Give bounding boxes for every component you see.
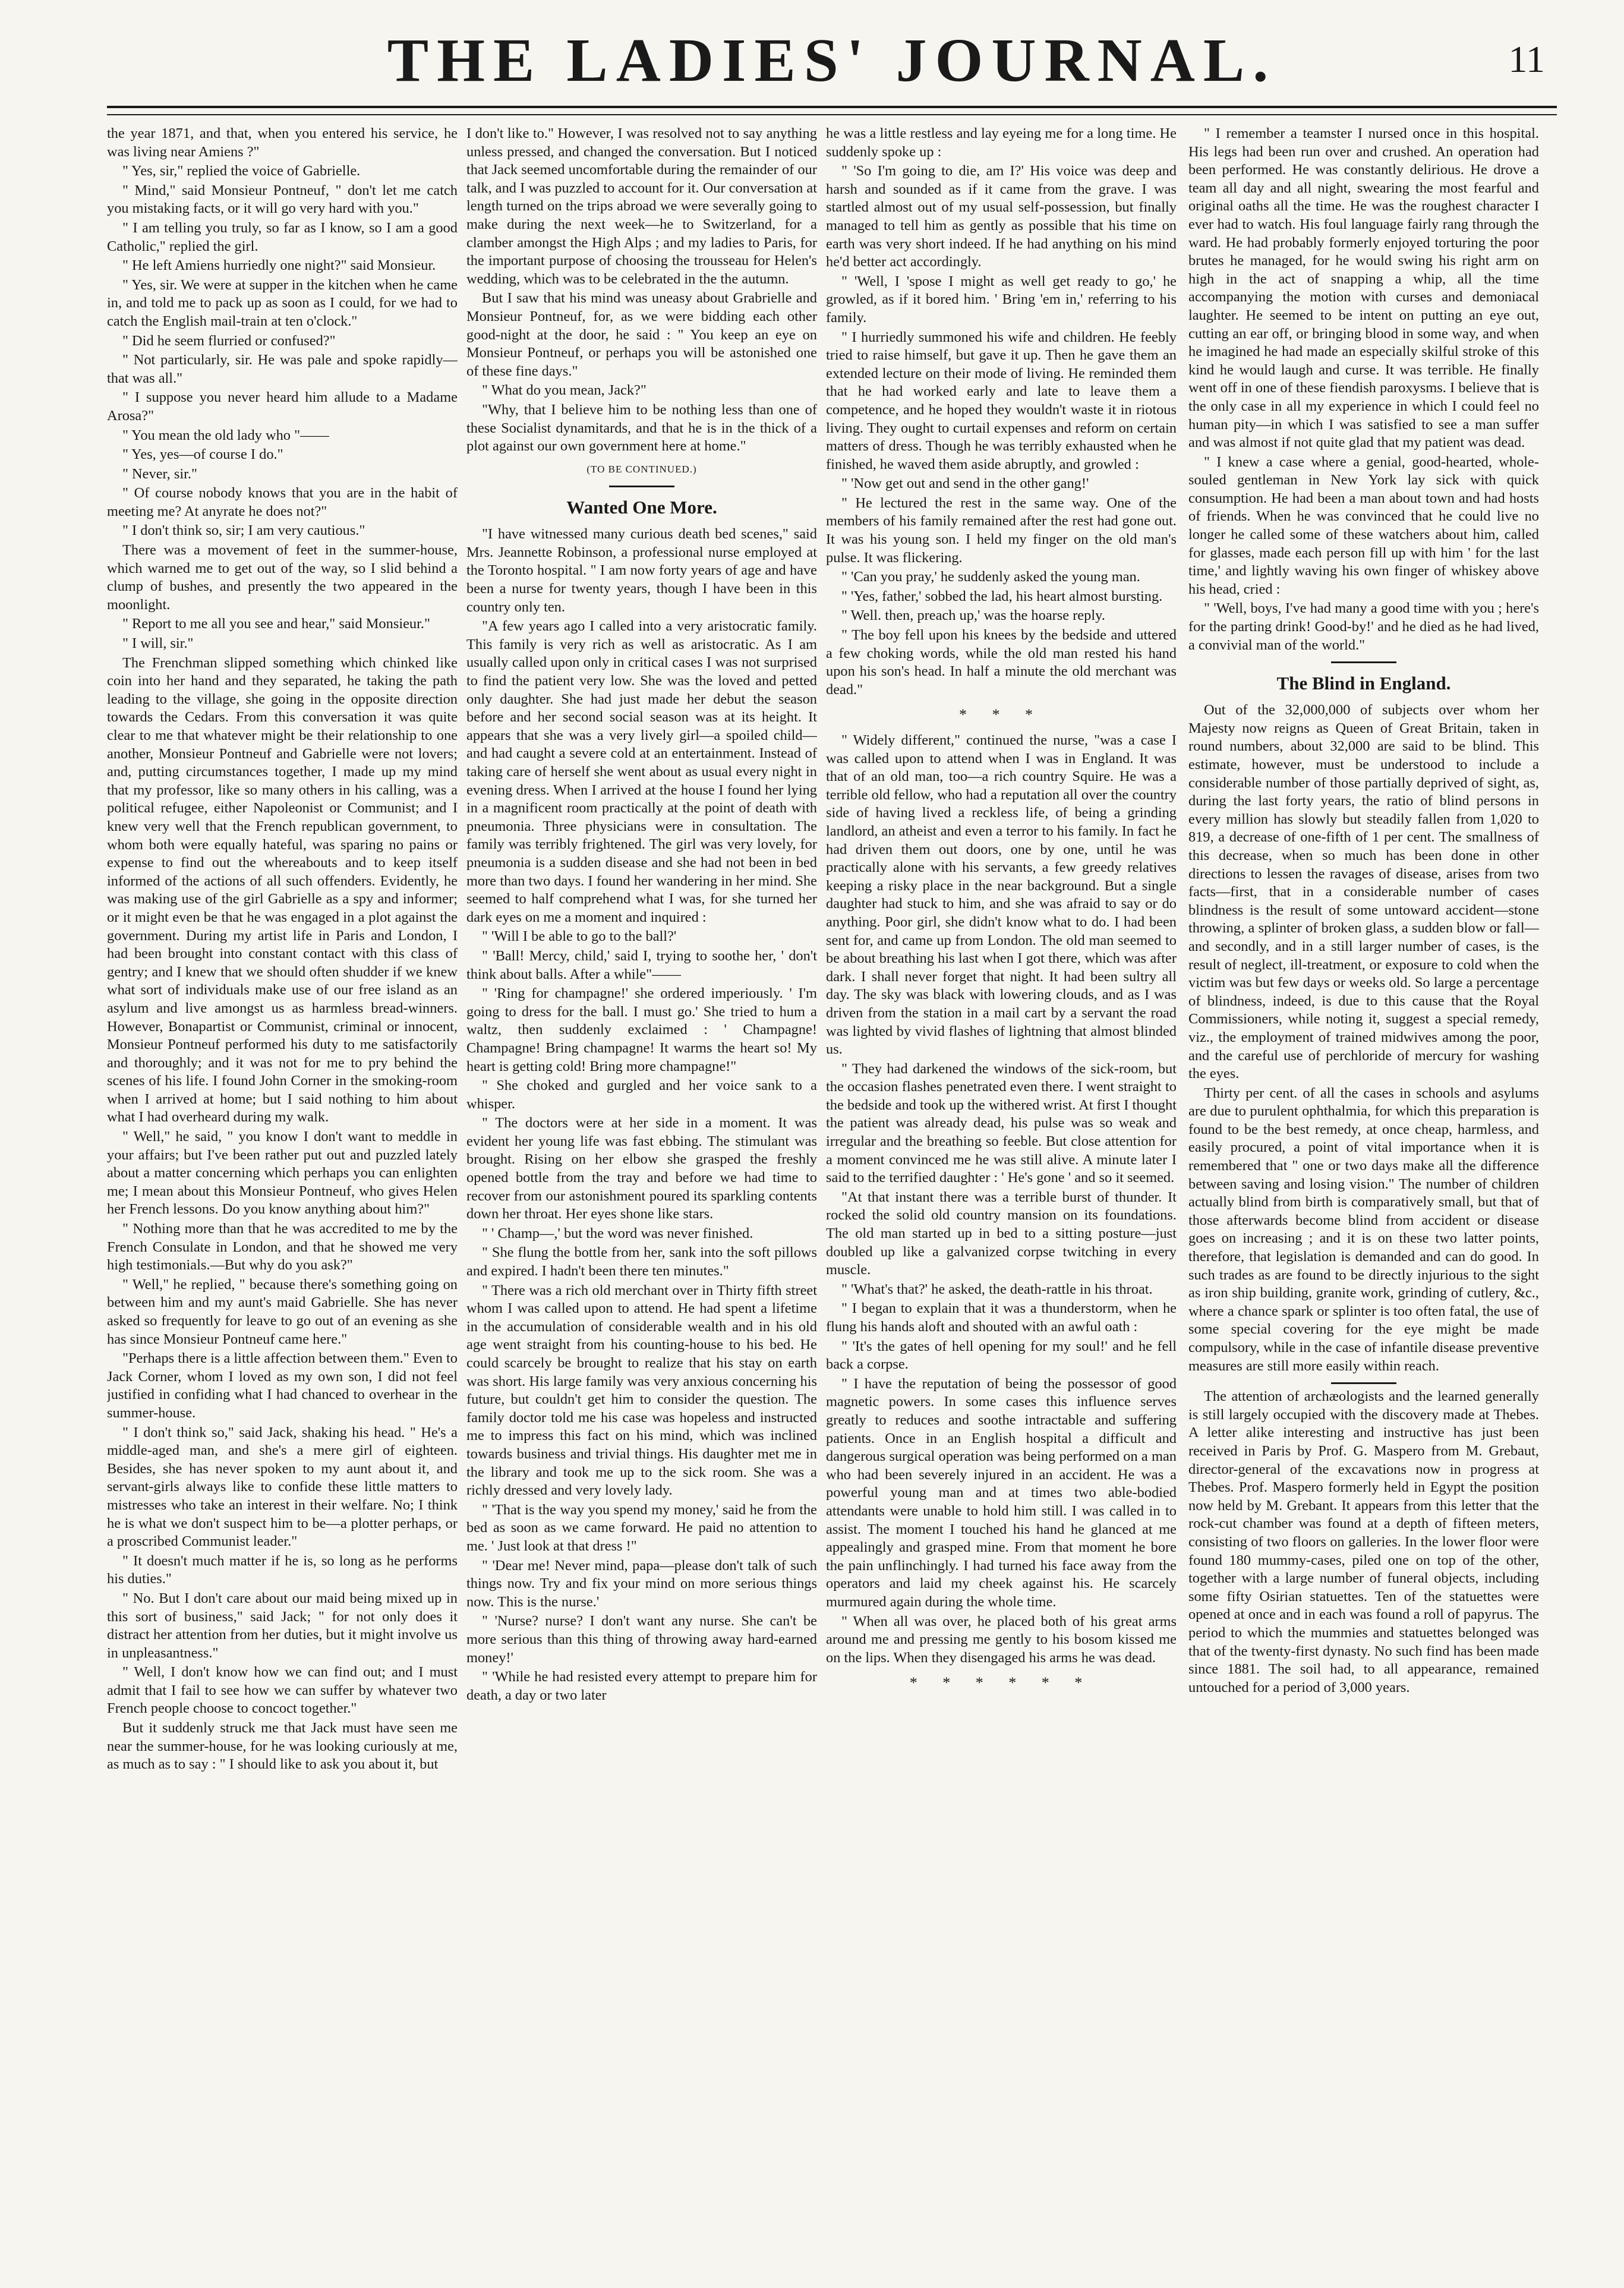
paragraph: " 'Ring for champagne!' she ordered imperiously. ' I'm going to dress for the ball. I must go.' She tried to hum a waltz, then suddenly exclaimed : ' Champagne! Champagne! Bring champagne! It warms the heart so! My heart is getting cold! Bring more champagne!" [466, 985, 817, 1074]
paragraph: The Frenchman slipped something which chinked like coin into her hand and they separated, he taking the path leading to the village, she going in the opposite direction towards the Cedars. From this conversation it was quite clear to me that whatever might be their relationship to one another, Monsieur Pontneuf and Gabrielle were not lovers; and, putting circumstances together, I made up my mind that my professor, like so many others in his calling, was a political refugee, either Napoleonist or Communist; and I knew very well that the French republican government, to whom both were equally hateful, was sparing no pains or expense to find out the whereabouts and to keep itself informed of the actions of all such offenders. Evidently, he was making use of the girl Gabrielle as a spy and informer; or it might even be that he was engaged in a plot against the government. During my artist life in Paris and London, I had been brought into constant contact with this class of gentry; and I knew that we should often shudder if we knew what sort of individuals make use of our free island as an asylum and live amongst us as harmless bread-winners. However, Bonapartist or Communist, criminal or innocent, Monsieur Pontneuf performed his duty to me satisfactorily and thoroughly; and it was not for me to pry behind the scenes of his life. I found John Corner in the smoking-room when I arrived at home; but I said nothing to him about what I had overheard during my walk. [107, 654, 458, 1126]
paragraph: " Well, I don't know how we can find out; and I must admit that I fail to see how we can suffer by whatever two French people choose to concoct together." [107, 1664, 458, 1717]
paragraph: "At that instant there was a terrible burst of thunder. It rocked the solid old country mansion on its foundations. The old man started up in bed to a sitting posture—just doubled up like a galvanized corpse twitching in every muscle. [826, 1189, 1177, 1278]
paragraph: "A few years ago I called into a very aristocratic family. This family is very rich as well as aristocratic. As I am usually called upon only in critical cases I was not surprised to find the patient very low. She was the loved and petted only daughter. She had just made her debut the season before and her second social season was at its height. It appears that she was a very lively girl—a spoiled child—and had caught a severe cold at an entertainment. Instead of taking care of herself she went about as usual every night in evening dress. When I arrived at the house I found her lying in a magnificent room practically at the point of death with pneumonia. Three physicians were in consultation. The family was terribly frightened. The girl was very lovely, for pneumonia is a sudden disease and she had not been in bed more than two days. I found her wandering in her mind. She seemed to half comprehend what I was, for she turned her dark eyes on me a moment and inquired : [466, 618, 817, 925]
section-break: * * * * * * [909, 1674, 1093, 1692]
paragraph: " Not particularly, sir. He was pale and spoke rapidly—that was all." [107, 352, 458, 386]
paragraph: " 'So I'm going to die, am I?' His voice was deep and harsh and sounded as if it came from the grave. I was startled almost out of my usual self-possession, but finally managed to tell him as gently as possible that his time on earth was very short indeed. If he had anything on his mind he'd better act accordingly. [826, 163, 1177, 270]
paragraph: " 'What's that?' he asked, the death-rattle in his throat. [841, 1281, 1153, 1297]
paragraph: " Well," he said, " you know I don't want to meddle in your affairs; but I've been rather put out and puzzled lately about a matter concerning which perhaps you can enlighten me; I mean about this Monsieur Pontneuf, who gives Helen her French lessons. Do you know anything about him?" [107, 1129, 458, 1218]
column-3 [826, 125, 1177, 2264]
paragraph: " They had darkened the windows of the sick-room, but the occasion flashes penetrated even there. I went straight to the bedside and took up the withered wrist. At first I thought the patient was already dead, his pulse was so weak and irregular and the breathing so feeble. But close attention for a moment convinced me he was still alive. A minute later I said to the terrified daughter : ' He's gone ' and so it seemed. [826, 1060, 1177, 1186]
paragraph: But it suddenly struck me that Jack must have seen me near the summer-house, for he was looking curiously at me, as much as to say : " I should like to ask you about it, but [107, 1720, 458, 1773]
paragraph: " Mind," said Monsieur Pontneuf, " don't let me catch you mistaking facts, or it will go very hard with you." [107, 182, 458, 217]
paragraph: " When all was over, he placed both of his great arms around me and pressing me gently to his bosom kissed me on the lips. When they disengaged his arms he was dead. [826, 1613, 1177, 1666]
paragraph: " He left Amiens hurriedly one night?" said Monsieur. [122, 257, 436, 274]
journal-title: THE LADIES' JOURNAL. [387, 26, 1277, 94]
paragraph: Out of the 32,000,000 of subjects over whom her Majesty now reigns as Queen of Great Britain, taken in round numbers, about 32,000 are said to be blind. This estimate, however, must be understood to include a considerable number of those partially deprived of sight, as, during the last forty years, the ratio of blind persons in every million has slowly but steadily fallen from 1,020 to 819, a decrease of one-fifth of 1 per cent. The smallness of this decrease, when so much has been done in other directions to lessen the ravages of disease, arises from two facts—first, that in a considerable number of cases blindness is the result of some untoward accident—stone throwing, a splinter of broken glass, a sudden blow or fall—and secondly, and in a still larger number of cases, is the result of neglect, ill-treatment, or exposure to cold when the victim was but few days or weeks old. So large a percentage of blindness, indeed, is due to this cause that the Royal Commissioners, while noting it, suggest a special remedy, viz., the employment of trained midwives among the poor, and the careful use of perchloride of mercury for washing the eyes. [1188, 702, 1539, 1082]
paragraph: " 'That is the way you spend my money,' said he from the bed as soon as we came forward. He paid no attention to me. ' Just look at that dress !" [466, 1501, 817, 1554]
masthead [107, 18, 1557, 119]
article-title: The Blind in England. [1276, 673, 1451, 694]
paragraph: " She flung the bottle from her, sank into the soft pillows and expired. I hadn't been there ten minutes." [466, 1244, 817, 1279]
paragraph: There was a movement of feet in the summer-house, which warned me to get out of the way, so I slid behind a clump of bushes, and presently the two appeared in the moonlight. [107, 542, 458, 613]
paragraph: " 'Well, I 'spose I might as well get ready to go,' he growled, as if it bored him. ' Bring 'em in,' referring to his family. [826, 273, 1177, 326]
paragraph: " 'Nurse? nurse? I don't want any nurse. She can't be more serious than this thing of throwing away hard-earned money!' [466, 1613, 817, 1666]
paragraph: The attention of archæologists and the learned generally is still largely occupied with the discovery made at Thebes. A letter alike interesting and instructive has just been received in Paris by Prof. G. Maspero from M. Grebaut, director-general of the excavations now in progress at Thebes. Prof. Maspero formerly held in Egypt the position now held by M. Grebant. It appears from this letter that the rock-cut chamber was found at a depth of fifteen meters, consisting of two floors on galleries. In the lower floor were found 180 mummy-cases, piled one on top of the other, together with a large number of funeral objects, including some fifty Osirian statuettes. Ten of the statuettes were opened at once and in each was found a roll of papyrus. The period to which the mummies and statuettes belonged was that of the twenty-first dynasty. No such find has been made since 1881. The soil had, to all appearance, remained untouched for a period of 3,000 years. [1188, 1388, 1539, 1695]
paragraph: " The boy fell upon his knees by the bedside and uttered a few choking words, while the old man rested his hand upon his son's head. In half a minute the old merchant was dead." [826, 627, 1177, 698]
continued-note: (TO BE CONTINUED.) [586, 463, 697, 475]
paragraph: " Report to me all you see and hear," said Monsieur." [122, 616, 430, 632]
paragraph: " ' Champ—,' but the word was never finished. [482, 1225, 753, 1241]
paragraph: " There was a rich old merchant over in Thirty fifth street whom I was called upon to attend. He had spent a lifetime in the accumulation of considerable wealth and in his old age went straight from his counting-house to his bed. He could scarcely be brought to realize that his stay on earth was short. His large family was very anxious concerning his future, but couldn't get him to consider the question. The family doctor told me his case was hopeless and instructed me to impress this fact on his mind, which was inclined towards business and trivial things. His daughter met me in the library and took me up to the sick room. She was a richly dressed and very lovely lady. [466, 1282, 817, 1499]
paragraph: " I don't think so, sir; I am very cautious." [122, 522, 365, 539]
paragraph: " What do you mean, Jack?" [482, 382, 647, 399]
page-number: 11 [1508, 38, 1545, 80]
paragraph: " I hurriedly summoned his wife and children. He feebly tried to raise himself, but gave it up. Then he gave them an extended lecture on their mode of living. He reminded them that he had worked early and late to leave them a competence, and he hoped they wouldn't waste it in riotous living. They ought to curtail expenses and reform on certain matters of dress. Though he was terribly exhausted when he finished, he waved them aside abruptly, and growled : [826, 329, 1177, 472]
paragraph: " It doesn't much matter if he is, so long as he performs his duties." [107, 1552, 458, 1587]
paragraph: " I will, sir." [122, 635, 194, 652]
paragraph: " I began to explain that it was a thunderstorm, when he flung his hands aloft and shouted with an awful oath : [826, 1300, 1177, 1335]
paragraph: " Well," he replied, " because there's something going on between him and my aunt's maid Gabrielle. She has never asked so frequently for leave to go out of an evening as she has since Monsieur Pontneuf came here." [107, 1276, 458, 1347]
article-title: Wanted One More. [566, 497, 717, 518]
paragraph: " I suppose you never heard him allude to a Madame Arosa?" [107, 389, 458, 424]
paragraph: " I have the reputation of being the possessor of good magnetic powers. In some cases this influence serves greatly to reduces and soothe intractable and suffering patients. Once in an English hospital a difficult and dangerous surgical operation was being performed on a man who had been severely injured in an accident. He was a powerful young man and at times two able-bodied attendants were unable to hold him still. I was called in to assist. The moment I touched his hand he glanced at me appealingly and grasped mine. From that moment he bore the pain unflinchingly. I had turned his face away from the operators and laid my cheek against his. He scarcely murmured again during the whole time. [826, 1375, 1177, 1610]
paragraph: " You mean the old lady who "—— [122, 427, 329, 443]
header-rule [107, 106, 1557, 108]
paragraph: "Why, that I believe him to be nothing less than one of these Socialist dynamitards, and that he is in the thick of a plot against our own government here at home." [466, 401, 817, 455]
paragraph: " 'While he had resisted every attempt to prepare him for death, a day or two later [466, 1669, 817, 1703]
paragraph: " Did he seem flurried or confused?" [122, 332, 336, 349]
paragraph: " 'Now get out and send in the other gang!' [841, 475, 1089, 492]
paragraph: But I saw that his mind was uneasy about Grabrielle and Monsieur Pontneuf, for, as we were bidding each other good-night at the door, he said : " You keep an eye on Monsieur Pontneuf, or perhaps you will be astonished one of these fine days." [466, 290, 817, 379]
paragraph: " 'Ball! Mercy, child,' said I, trying to soothe her, ' don't think about balls. After a while"—— [466, 947, 817, 982]
paragraph: " Never, sir." [122, 465, 197, 482]
paragraph: " Widely different," continued the nurse, "was a case I was called upon to attend when I was in England. It was that of an old man, too—a rich country Squire. He was a terrible old fellow, who had a reputation all over the country side of having lived a reckless life, of being a grinding landlord, an atheist and even a terror to his family. In fact he had driven them out doors, one by one, until he was practically alone with his servants, a few greedy relatives keeping a risky place in the near background. But a single daughter had stuck to him, and she was afraid to say or do anything. Poor girl, she didn't know what to do. I had been sent for, and came up from London. The old man seemed to be about breathing his last when I got there, which was after dark. I shall never forget that night. It had been sultry all day. The sky was black with lowering clouds, and as I was driven from the station in a mail cart by a servant the road was lighted by vivid flashes of lightning that almost blinded us. [826, 732, 1177, 1058]
paragraph: " 'Yes, father,' sobbed the lad, his heart almost bursting. [841, 588, 1163, 604]
paragraph: " The doctors were at her side in a moment. It was evident her young life was fast ebbing. The stimulant was brought. Rising on her elbow she grasped the freshly opened bottle from the tray and before we had time to recover from our astonishment poured its sparkling contents down her throat. Her eyes shone like stars. [466, 1115, 817, 1222]
column-4 [1188, 125, 1539, 2264]
paragraph: " Yes, yes—of course I do." [122, 446, 283, 463]
paragraph: "Perhaps there is a little affection between them." Even to Jack Corner, whom I loved as my own son, I did not feel justified in confiding what I had chanced to overhear in the summer-house. [107, 1350, 458, 1421]
paragraph: " Of course nobody knows that you are in the habit of meeting me? At anyrate he does not?" [107, 485, 458, 519]
paragraph: " 'It's the gates of hell opening for my soul!' and he fell back a corpse. [826, 1338, 1177, 1373]
paragraph: " No. But I don't care about our maid being mixed up in this sort of business," said Jack; " for not only does it distract her attention from her duties, but it might involve us in unpleasantness." [107, 1590, 458, 1661]
paragraph: " 'Dear me! Never mind, papa—please don't talk of such things now. Try and fix your mind on more serious things now. This is the nurse.' [466, 1557, 817, 1610]
paragraph: Thirty per cent. of all the cases in schools and asylums are due to purulent ophthalmia, for which this preparation is found to be the best remedy, at once cheap, harmless, and easily procured, a point of vital importance when it is remembered that " one or two days make all the difference between saving and losing vision." The number of children actually blind from birth is comparatively small, but that of those afterwards become blind from accident or disease goes on increasing ; and it is on these two latter points, therefore, that legislation is demanded and can do good. In such trades as are found to be directly injurious to the sight as iron ship building, granite work, grinding of cutlery, &c., where a chance spark or splinter is too often fatal, the use of some special covering for the eye might be made compulsory, while in the case of infantile disease preventive measures are still more easily within reach. [1188, 1085, 1539, 1374]
paragraph: I don't like to." However, I was resolved not to say anything unless pressed, and changed the conversation. But I noticed that Jack seemed uncomfortable during the remainder of our talk, and I was puzzled to account for it. Our conversation at length turned on the trips abroad we were severally going to make during the next week—he to Switzerland, for a clamber amongst the High Alps ; and my ladies to Paris, for the important purpose of choosing the trousseau for Helen's wedding, which was to be celebrated in the the autumn. [466, 125, 817, 287]
paragraph: " 'Can you pray,' he suddenly asked the young man. [841, 569, 1140, 585]
paragraph: " 'Well, boys, I've had many a good time with you ; here's for the parting drink! Good-by!' and he died as he had lived, a convivial man of the world." [1188, 600, 1539, 653]
header-rule-thin [107, 114, 1557, 115]
paragraph: "I have witnessed many curious death bed scenes," said Mrs. Jeannette Robinson, a professional nurse employed at the Toronto hospital. " I am now forty years of age and have been a nurse for twenty years, though I have been in this country only ten. [466, 526, 817, 615]
paragraph: " 'Will I be able to go to the ball?' [482, 928, 677, 945]
paragraph: " I don't think so," said Jack, shaking his head. " He's a middle-aged man, and she's a mere girl of eighteen. Besides, she has never spoken to my aunt about it, and servant-girls always like to confide these little matters to mistresses who take an interest in their welfare. No; I think he is what we don't suspect him to be—a plotter perhaps, or a proscribed Communist leader." [107, 1424, 458, 1550]
paragraph: " Yes, sir. We were at supper in the kitchen when he came in, and told me to pack up as soon as I could, for we had to catch the English mail-train at ten o'clock." [107, 276, 458, 329]
divider [1331, 661, 1396, 663]
column-2 [466, 125, 817, 2264]
paragraph: " Nothing more than that he was accredited to me by the French Consulate in London, and that he showed me very high testimonials.—But why do you ask?" [107, 1221, 458, 1274]
divider [1331, 1382, 1396, 1384]
paragraph: " Yes, sir," replied the voice of Gabrielle. [122, 163, 361, 179]
paragraph: " She choked and gurgled and her voice sank to a whisper. [466, 1077, 817, 1112]
paragraph: he was a little restless and lay eyeing me for a long time. He suddenly spoke up : [826, 125, 1177, 160]
divider [609, 486, 674, 487]
paragraph: the year 1871, and that, when you entered his service, he was living near Amiens ?" [107, 125, 458, 160]
paragraph: " I knew a case where a genial, good-hearted, whole-souled gentleman in New York lay sick with quick consumption. He had been a man about town and had hosts of friends. When he was convinced that he could live no longer he called some of these watchers about him, called for glasses, made each person fill up with him ' for the last time,' and lightly waving his own finger of whiskey above his head, cried : [1188, 453, 1539, 597]
section-break: * * * [959, 706, 1043, 724]
paragraph: " He lectured the rest in the same way. One of the members of his family remained after the rest had gone out. It was his young son. I held my finger on the old man's pulse. It was flickering. [826, 494, 1177, 566]
column-1 [107, 125, 458, 2264]
paragraph: " I remember a teamster I nursed once in this hospital. His legs had been run over and crushed. An operation had been performed. He was constantly delirious. He drove a team all day and all night, swearing the most fearful and original oaths all the time. He was the roughest character I ever had to watch. His foul language fairly rang through the ward. He had probably formerly enjoyed torturing the poor brutes he managed, for he would swing his right arm on high in the act of snapping a whip, all the time accompanying the motion with curses and demoniacal laughter. He seemed to be intent on putting an eye out, cutting an ear off, or bringing blood in some way, and when he imagined he had made an especially skilful stroke of this kind he would laugh and curse. It was terrible. He finally went off in one of these fiendish paroxysms. I believe that is the only case in all my experience in which I could feel no human pity—in which I was satisfied to see a man suffer and was almost if not quite glad that my patient was dead. [1188, 125, 1539, 451]
paragraph: " I am telling you truly, so far as I know, so I am a good Catholic," replied the girl. [107, 219, 458, 254]
paragraph: " Well. then, preach up,' was the hoarse reply. [841, 607, 1105, 624]
